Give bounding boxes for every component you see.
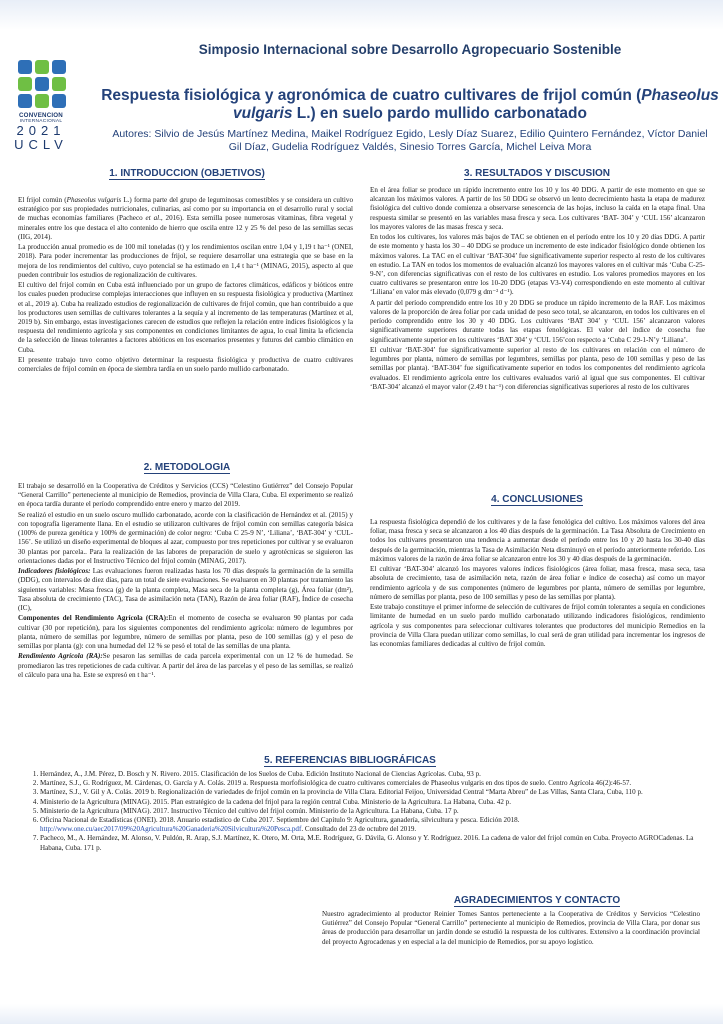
logo-square — [18, 94, 32, 108]
top-band — [0, 0, 723, 30]
poster-title — [100, 87, 720, 123]
heading-conclusions: 4. CONCLUSIONES — [491, 494, 583, 505]
conference-title: Simposio Internacional sobre Desarrollo Agropecuario Sostenible — [198, 42, 622, 57]
heading-acknowledgements: AGRADECIMIENTOS Y CONTACTO — [453, 895, 621, 906]
heading-references: 5. REFERENCIAS BIBLIOGRÁFICAS — [264, 755, 436, 766]
logo-text: CONVENCION — [19, 112, 63, 119]
conclusions-section — [370, 518, 705, 650]
method-section — [18, 482, 353, 681]
method-paragraph: Se realizó el estudio en un suelo oscuro mullido carbonatado, acorde con la clasificación de Hernández et al. (2015) y con topografía ligeramente llana. En el estudio se utilizaron cultivares de frijol común con semillas categoría básica (100% de pureza genética y 100% de germinación) de color negro: ‘Cuba C 25-9 N’, ‘Liliana’, ‘BAT-304’ y ‘CUL-156’. Se utilizó un diseño experimental de bloques al azar, compuesto por tres repeticiones por cultivar y se evaluaron 30 plantas por parcela.. Para la realización de las labores de preparación de suelo y agrotécnicas se siguieron las orientaciones dadas por el Instructivo Técnico del frijol común (MINAG, 2017). — [18, 510, 353, 565]
results-paragraph: A partir del período comprendido entre los 10 y 20 DDG se produce un rápido incremento de la RAF. Los máximos valores de la proporción de área foliar por cada unidad de peso seco total, se alcanzaron, en todos los cultivares en el período comprendido entre los 30 y 40 DDG. Los cultivares ‘BAT 304’ y ‘CUL 156’ alcanzaron valores significativamente superiores durante todas las etapas fenológicas. El valor del índice de cosecha fue significativamente superior en los cultivares ‘BAT 304’ y ‘CUL 156’con respecto a ‘Cuba C 29-1-N’y ‘Liliana’. — [370, 298, 705, 344]
logo-square — [52, 94, 66, 108]
intro-paragraph: El presente trabajo tuvo como objetivo determinar la respuesta fisiológica y productiva de cuatro cultivares comerciales de frijol común en época de siembra tardía en un suelo pardo mullido carbonatado. — [18, 356, 353, 374]
intro-section — [18, 196, 353, 376]
intro-paragraph: La producción anual promedio es de 100 mil toneladas (t) y los rendimientos oscilan entre 1,04 y 1,19 t ha⁻¹ (ONEI, 2018). Para poder incrementar las producciones de frijol, se requiere desarrollar una estrategia que se base en la mejora de los rendimientos del cultivo, cuyo potencial se ha estimado en 1,4 t ha⁻¹ (MINAG, 2015), aspecto al que pueden contribuir los estudios de regionalización de cultivares. — [18, 243, 353, 279]
logo-square — [52, 77, 66, 91]
logo-grid — [18, 60, 68, 108]
method-paragraph: El trabajo se desarrolló en la Cooperativa de Créditos y Servicios (CCS) “Celestino Gutiérrez” del Consejo Popular “General Carrillo” perteneciente al municipio de Remedios, provincia de Villa Clara, Cuba. El experimento se realizó en época tardía durante el período comprendido entre enero y marzo del 2019. — [18, 482, 353, 509]
reference-item: 5. Ministerio de la Agricultura (MINAG). 2017. Instructivo Técnico del cultivo del frijol común. Ministerio de la Agricultura. La Habana, Cuba. 17 p. — [40, 807, 702, 816]
results-paragraph: En el área foliar se produce un rápido incremento entre los 10 y los 40 DDG. A partir de este momento en que se alcanzan los máximos valores. A partir de los 50 DDG se observó un lento decrecimiento hasta la etapa de madurez fisiológica del cultivo donde comienza a observarse senescencia de las hojas, incluso la caída en la etapa final. Una respuesta similar se presentó en las variables masa fresca y seca. Los cultivares ‘BAT- 304’ y ‘CUL 156’ alcanzaron los mayores valores de las masas fresca y seca. — [370, 186, 705, 231]
logo-square — [35, 94, 49, 108]
intro-paragraph: El cultivo del frijol común en Cuba está influenciado por un grupo de factores climáticos, edáficos y bióticos entre los cuales pueden producirse complejas interacciones que influyen en su respuesta fisiológica y productiva (Martínez et al., 2019 a). Cuba ha realizado estudios de regionalización de cultivares de frijol común, que han contribuido a que los productores usen semillas de cultivares tolerantes a la sequía y al incremento de las temperaturas (Martínez et al, 2019 b). Sin embargo, estas investigaciones carecen de estudios que reflejen la relación entre índices fisiológicos y la respuesta del rendimiento agrícola y sus componentes en condiciones limitantes de agua, lo cual limita la eficiencia de la selección de líneas tolerantes a factores abióticos en los escenarios presentes y futuros del cambio climático en Cuba. — [18, 281, 353, 354]
logo-square — [52, 60, 66, 74]
logo-square — [35, 60, 49, 74]
results-section — [370, 186, 705, 393]
method-paragraph: Rendimiento Agrícola (RA):Se pesaron las semillas de cada parcela experimental con un 12 % de humedad. Se promediaron las tres repeticiones de cada cultivar. A partir del área de las parcelas y el peso de las semillas, se realizó el cálculo para una ha. Este se expresó en t ha⁻¹. — [18, 652, 353, 679]
reference-item: 4. Ministerio de la Agricultura (MINAG). 2015. Plan estratégico de la cadena del frijol para la región central Cuba. Ministerio de la Agricultura. La Habana, Cuba. 42 p. — [40, 798, 702, 807]
reference-item: 2. Martínez, S.J., G. Rodríguez, M. Cárdenas, O. García y A. Colás. 2019 a. Respuesta morfofisiológica de cuatro cultivares comerciales de Phaseolus vulgaris en dos tipos de suelo. Centro Agrícola 46(2):46-57. — [40, 779, 702, 788]
references-list — [22, 770, 702, 853]
heading-method: 2. METODOLOGIA — [143, 462, 231, 473]
title-part: Respuesta fisiológica y agronómica de cuatro cultivares de frijol común ( — [101, 87, 642, 104]
results-paragraph: El cultivar ‘BAT-304’ fue significativamente superior al resto de los cultivares en relación con el número de legumbres por planta, número de semillas por legumbres, semillas por planta, peso de 100 semillas y peso de las semillas por planta). ‘BAT-304’ fue significativamente superior en todos los componentes del rendimiento agrícola evaluados. El rendimiento agrícola entre los cultivares evaluados varió al igual que sus componentes. El cultivar ‘BAT-304’ alcanzó el mayor valor (2.49 t ha⁻¹) con diferencias significativas superiores al resto de los cultivares — [370, 346, 705, 391]
heading-results: 3. RESULTADOS Y DISCUSION — [464, 168, 610, 179]
logo-subtext: INTERNACIONAL — [19, 119, 63, 124]
logo-org: UCLV — [14, 137, 68, 152]
logo-square — [18, 60, 32, 74]
authors: Autores: Silvio de Jesús Martínez Medina, Maikel Rodríguez Egido, Lesly Díaz Suarez, Edilio Quintero Fernández, Víctor Daniel Gil Díaz, Gudelia Rodríguez Valdés, Sinesio Torres García, Michel Leiva Mora — [112, 128, 708, 153]
heading-intro: 1. INTRODUCCION (OBJETIVOS) — [109, 168, 265, 179]
title-part: L.) en suelo pardo mullido carbonatado — [292, 105, 587, 122]
title-species: Phaseolus vulgaris — [233, 87, 719, 122]
logo-year: 2021 — [16, 123, 66, 138]
method-paragraph: Componentes del Rendimiento Agrícola (CRA):En el momento de cosecha se evaluaron 90 plantas por cada cultivar (30 por repetición), para los siguientes componentes del rendimiento agrícola: número de legumbres por planta, número de semillas por legumbre, número de semillas por planta, peso de 100 semillas (g) y el peso de semillas por planta (g): con una humedad del 12 % se pesó el total de las semillas de una planta. — [18, 614, 353, 651]
reference-item: 7. Pacheco, M., A. Hernández, M. Alonso, V. Puldón, R. Arap, S.J. Martínez, K. Otero, M. Orta, M.E. Rodríguez, G. Dávila, G. Alonso y Y. Rodríguez. 2016. La cadena de valor del frijol común en Cuba. Proyecto AGROCadenas. La Habana, Cuba. 171 p. — [40, 834, 702, 852]
reference-item: 3. Martínez, S.J., V. Gil y A. Colás. 2019 b. Regionalización de variedades de frijol común en la provincia de Villa Clara. Editorial Feijoo, Universidad Central “Marta Abreu” de Las Villas, Santa Clara, Cuba, 110 p. — [40, 788, 702, 797]
conclusions-paragraph: Este trabajo constituye el primer informe de selección de cultivares de frijol común tolerantes a sequía en condiciones limitante de humedad en un suelo pardo mullido carbonatado utilizando indicadores fisiológicos, rendimiento agrícola y sus componentes para seleccionar cultivares tolerantes que productores del municipio Remedios en la provincia de Villa Clara puedan utilizar como semillas, lo cual será de gran utilidad para incrementar los ingresos de las economías familiares dedicadas al cultivo de frijol común. — [370, 603, 705, 649]
logo-square — [35, 77, 49, 91]
reference-link[interactable]: http://www.one.cu/aec2017/09%20Agricultura%20Ganaderia%20Silvicultura%20Pesca.pdf — [40, 825, 302, 834]
method-paragraph: Indicadores fisiológicos: Las evaluaciones fueron realizadas hasta los 70 días después la germinación de la semilla (DDG), con intervalos de diez días, para un total de siete evaluaciones. Se evaluaron en 30 plantas por tratamiento las siguientes variables: Masa fresca (g) de la planta completa, Masa seca de la planta completa (g), Área foliar (dm²), Tasa absoluta de crecimiento (TAC), Tasa de asimilación neta (TAN), Razón de área foliar (RAF), Índice de cosecha (IC), — [18, 567, 353, 613]
conclusions-paragraph: El cultivar ‘BAT-304’ alcanzó los mayores valores índices fisiológicos (área foliar, masa fresca, masa seca, tasa absoluta de crecimiento, tasa de asimilación neta, razón de área foliar e índice de cosecha) así como un mayor rendimiento agrícola y de sus componentes (número de legumbres por planta, número de semillas por legumbre, número de semillas por planta, peso de 100 semillas y peso de las semillas por planta). — [370, 565, 705, 601]
intro-paragraph: El frijol común (Phaseolus vulgaris L.) forma parte del grupo de leguminosas comestibles y se considera un cultivo estratégico por sus propiedades nutricionales, culinarias, así como por su importancia en el desarrollo rural y social de muchas economías familiares (Pacheco et al., 2016). Esta semilla posee numerosas vitaminas, fibra vegetal y minerales entre los que destaca el alto contenido de hierro que oscila entre 12 y 25 % del peso de las semillas secas (IIG, 2014). — [18, 196, 353, 241]
reference-item: 1. Hernández, A., J.M. Pérez, D. Bosch y N. Rivero. 2015. Clasificación de los Suelos de Cuba. Edición Instituto Nacional de Ciencias Agrícolas. Cuba, 93 p. — [40, 770, 702, 779]
conference-logo — [14, 60, 68, 160]
bottom-band — [0, 1004, 723, 1024]
acknowledgements-text: Nuestro agradecimiento al productor Reinier Tomes Santos perteneciente a la Cooperativa de Créditos y Servicios “Celestino Gutiérrez” del Consejo Popular “General Carrillo” perteneciente al municipio de Remedios, provincia de Villa Clara, por donar sus áreas de producción para desarrollar un jardín donde se estudió la respuesta de los cultivares. Extensivo a la coordinación provincial del proyecto Agrocadenas y en especial a la del municipio de Remedios, por su apoyo logístico. — [322, 910, 700, 946]
reference-item: 6. Oficina Nacional de Estadísticas (ONEI). 2018. Anuario estadístico de Cuba 2017. Septiembre del Capítulo 9: Agricultura, ganadería, silvicultura y pesca. Edición 2018. http://www.one.cu/aec2017/09%20Agricultura%20Ganaderia%20Silvicultura%20Pesca.pdf. Consultado del 23 de octubre del 2019. — [40, 816, 702, 834]
results-paragraph: En todos los cultivares, los valores más bajos de TAC se obtienen en el período entre los 10 y 20 días DDG. A partir de este momento y hasta los 30 – 40 DDG se produce un incremento de este indicador fisiológico donde obtienen los máximos valores. La TAC en el cultivar ‘BAT-304’ fue significativamente superior respecto al resto de los cultivares en estudio. La TAN en todos los momentos de evaluación alcanzó los mayores valores en el cultivar más ‘Cuba C-25-9-N’, con diferencias significativas con el resto de los cultivares en estudio. Los valores promedios mayores en los cuatro cultivares se presentaron entre los 10-20 DDG (etapas V3-V4) correspondiendo en este momento al cultivar ‘Liliana’ en valor más elevado (0,079 g dm⁻² d⁻¹). — [370, 233, 705, 297]
logo-square — [18, 77, 32, 91]
conclusions-paragraph: La respuesta fisiológica dependió de los cultivares y de la fase fenológica del cultivo. Los máximos valores del área foliar, masa fresca y seca se alcanzaron a los 40 días después de la germinación. La Tasa Absoluta de Crecimiento en todos los cultivares presentaron una tendencia a aumentar desde el período entre los 10 y 20 hasta los 30-40 días después de la germinación, mientras la Tasa de Asimilación Neta disminuyó en el período anteriormente referido. Los máximos valores de la razón de área foliar se alcanzaron entre los 30 y 40 días después de la germinación. — [370, 518, 705, 563]
